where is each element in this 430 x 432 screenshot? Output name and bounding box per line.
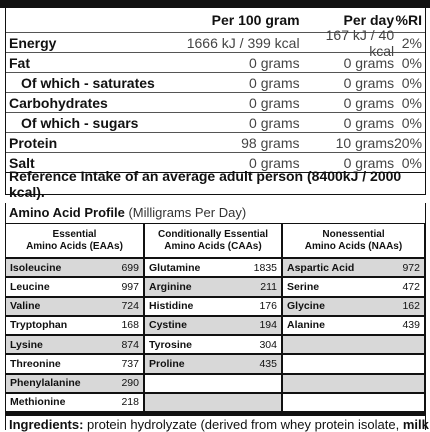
nutrient-per100: 0 grams [249,154,300,171]
top-header-bar [0,0,430,8]
ingredients-text: protein hydrolyzate (derived from whey protein isolate, [87,417,400,432]
nutrient-label: Of which - sugars [21,114,139,131]
header-ri: %RI [395,12,422,28]
naa-column-header: Nonessential Amino Acids (NAAs) [283,224,424,257]
amino-row-empty [283,394,424,411]
amino-row: Histidine 176 [145,298,281,315]
nutrient-per100: 0 grams [249,94,300,111]
nutrition-row-saturates [6,72,425,92]
amino-row-empty [145,375,281,392]
reference-intake-row [6,167,425,200]
amino-row-empty [283,355,424,372]
nutrient-perday: 10 grams [335,134,394,151]
nutrient-ri: 0% [401,74,422,91]
amino-row: Glycine 162 [283,298,424,315]
ingredients-bold-tail: milk [402,417,429,432]
naa-column [283,224,424,413]
ingredients-line [5,414,429,432]
nutrient-ri: 2% [401,34,422,51]
amino-profile-subtitle: (Milligrams Per Day) [128,205,247,220]
nutrition-row-protein [6,132,425,152]
nutrient-perday: 0 grams [343,114,395,131]
caa-column-header: Conditionally Essential Amino Acids (CAAs) [145,224,281,257]
amino-row: Leucine 997 [6,278,143,295]
eaa-column-header: Essential Amino Acids (EAAs) [6,224,143,257]
nutrition-row-sugars [6,112,425,132]
nutrient-label: Salt [9,154,35,171]
amino-row-empty [283,336,424,353]
amino-row: Arginine 211 [145,278,281,295]
amino-row: Methionine 218 [6,394,143,411]
amino-row: Cystine 194 [145,317,281,334]
nutrient-label: Of which - saturates [21,74,155,91]
nutrient-label: Carbohydrates [9,94,108,111]
reference-intake-text: Reference Intake of an average adult person (8400kJ / 2000 kcal). [9,167,402,200]
amino-row: Valine 724 [6,298,143,315]
amino-row: Lysine 874 [6,336,143,353]
amino-row: Serine 472 [283,278,424,295]
nutrient-perday: 0 grams [343,54,395,71]
amino-row: Tyrosine 304 [145,336,281,353]
amino-row: Threonine 737 [6,355,143,372]
nutrient-label: Protein [9,134,58,151]
nutrition-row-fat [6,52,425,72]
nutrient-per100: 98 grams [241,134,300,151]
nutrition-row-carbohydrates [6,92,425,112]
nutrient-perday: 0 grams [343,94,395,111]
amino-row: Aspartic Acid 972 [283,259,424,276]
caa-column [145,224,281,413]
nutrient-ri: 0% [401,154,422,171]
amino-profile-title: Amino Acid Profile [9,205,125,220]
ingredients-label: Ingredients: [9,417,84,432]
nutrient-ri: 20% [394,134,423,151]
nutrient-perday: 167 kJ / 40 kcal [325,26,395,59]
amino-row: Proline 435 [145,355,281,372]
amino-row-empty [283,375,424,392]
nutrition-row-energy [6,26,425,59]
nutrient-ri: 0% [401,114,422,131]
nutrient-label: Fat [9,54,30,71]
amino-row: Isoleucine 699 [6,259,143,276]
nutrient-label: Energy [9,34,57,51]
nutrition-table [5,8,426,200]
amino-row: Phenylalanine 290 [6,375,143,392]
header-per-100: Per 100 gram [211,12,300,28]
amino-row: Tryptophan 168 [6,317,143,334]
amino-profile-heading [5,203,426,223]
amino-acid-table [5,223,426,414]
nutrient-ri: 0% [401,94,422,111]
nutrient-per100: 0 grams [249,54,300,71]
nutrient-perday: 0 grams [343,74,395,91]
eaa-column [6,224,143,413]
amino-row-empty [145,394,281,411]
header-per-day: Per day [343,12,395,28]
nutrient-ri: 0% [401,54,422,71]
nutrient-per100: 1666 kJ / 399 kcal [186,34,300,51]
nutrient-per100: 0 grams [249,74,300,91]
amino-row: Alanine 439 [283,317,424,334]
nutrient-per100: 0 grams [249,114,300,131]
amino-row: Glutamine 1835 [145,259,281,276]
nutrient-perday: 0 grams [343,154,395,171]
